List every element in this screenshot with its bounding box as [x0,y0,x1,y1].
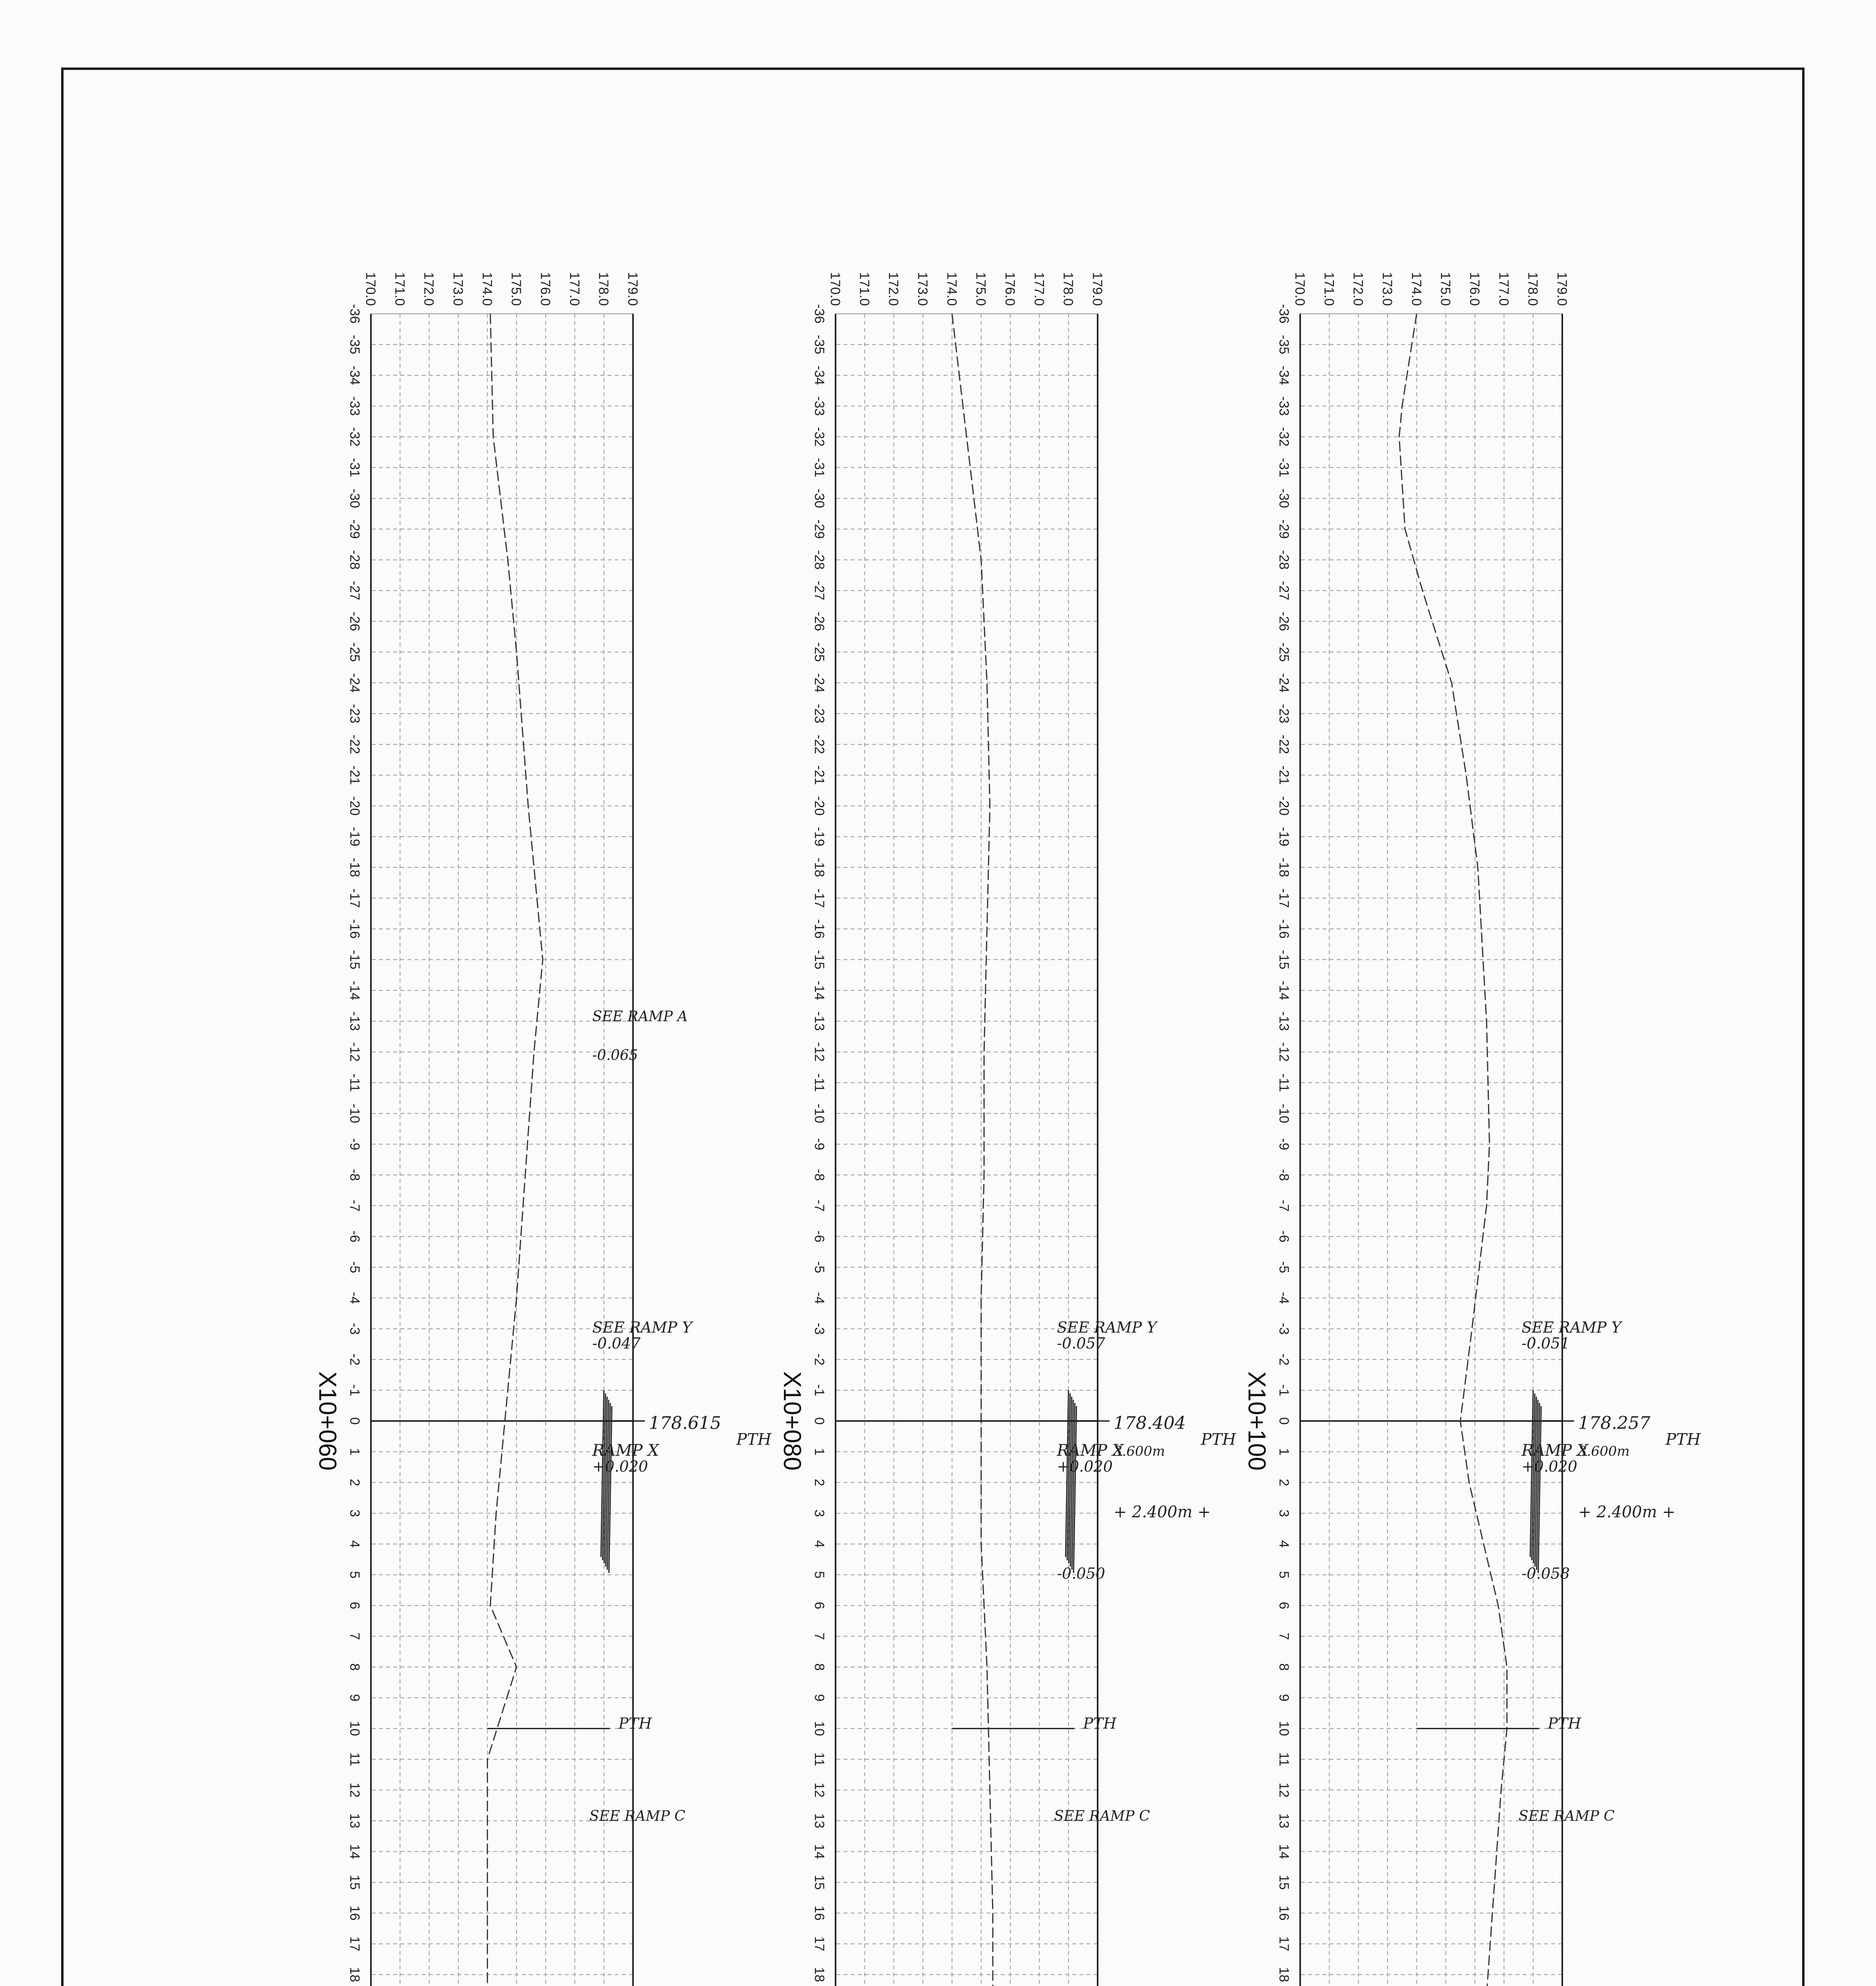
x-tick-label: -13 [812,1011,827,1031]
x-tick-label: 15 [812,1875,827,1890]
x-tick-label: -24 [812,673,827,693]
x-tick-label: 15 [347,1875,362,1890]
x-tick-label: -1 [812,1384,827,1397]
x-tick-label: -18 [812,858,827,877]
x-tick-label: 16 [1276,1905,1291,1921]
x-tick-label: 13 [1276,1813,1291,1829]
x-tick-label: 13 [347,1813,362,1829]
y-tick-label-left: 175.0 [973,272,988,306]
ramp-y-grade: -0.051 [1521,1335,1570,1352]
x-tick-label: -15 [347,950,362,970]
see-ramp-a-note: SEE RAMP A [592,1008,688,1025]
x-tick-label: 5 [1276,1571,1291,1579]
x-tick-label: -36 [1276,304,1291,324]
x-tick-label: -9 [347,1138,362,1150]
x-tick-label: 14 [347,1844,362,1859]
x-tick-label: 9 [1276,1694,1291,1702]
x-tick-label: -2 [812,1353,827,1366]
see-ramp-y-note: SEE RAMP Y [592,1319,692,1337]
x-tick-label: -3 [812,1323,827,1335]
section-label: X10+100 [1243,1371,1270,1471]
x-tick-label: -23 [347,704,362,724]
y-tick-label-left: 170.0 [363,272,378,306]
x-tick-label: -33 [347,396,362,416]
x-tick-label: -7 [812,1200,827,1212]
x-tick-label: -22 [347,734,362,754]
section-label: X10+060 [314,1371,341,1471]
x-tick-label: 6 [812,1602,827,1609]
x-tick-label: -16 [812,919,827,939]
ramp-x-note: RAMP X [592,1441,659,1460]
x-tick-label: 15 [1276,1875,1291,1890]
x-tick-label: -18 [347,858,362,877]
x-tick-label: -30 [347,489,362,508]
x-tick-label: 9 [812,1694,827,1702]
x-tick-label: -12 [347,1042,362,1062]
x-tick-label: 1 [1276,1448,1291,1456]
ramp-x-grade: +0.020 [1057,1457,1113,1475]
x-tick-label: 18 [347,1967,362,1982]
width-2m: + 2.400m + [1578,1503,1675,1521]
y-tick-label-left: 171.0 [392,272,407,306]
x-tick-label: 4 [347,1540,362,1548]
y-tick-label-left: 171.0 [1321,272,1337,306]
x-tick-label: -28 [812,550,827,570]
x-tick-label: 1 [347,1448,362,1456]
x-tick-label: 7 [812,1632,827,1640]
cross-section-1 [778,272,1237,1986]
pth-lower-label: PTH [1083,1714,1117,1732]
y-tick-label-left: 177.0 [567,272,582,306]
y-tick-label-left: 172.0 [1350,272,1366,306]
x-tick-label: -20 [347,796,362,816]
x-tick-label: -21 [347,765,362,785]
x-tick-label: -32 [347,427,362,447]
x-tick-label: 17 [347,1936,362,1951]
x-tick-label: 10 [812,1721,827,1736]
ramp-a-grade: -0.065 [592,1047,638,1064]
x-tick-label: 11 [347,1752,362,1766]
y-tick-label-left: 173.0 [915,272,930,306]
y-tick-label-left: 177.0 [1496,272,1511,306]
x-tick-label: -22 [1276,734,1291,754]
y-tick-label-left: 174.0 [479,272,495,306]
x-tick-label: -28 [347,550,362,570]
x-tick-label: 17 [1276,1936,1291,1951]
ramp-x-note: RAMP X [1521,1441,1588,1460]
x-tick-label: -25 [347,642,362,662]
x-tick-label: 4 [1276,1540,1291,1548]
x-tick-label: 3 [1276,1509,1291,1517]
y-tick-label-left: 176.0 [538,272,553,306]
x-tick-label: 6 [347,1602,362,1609]
x-tick-label: -33 [812,396,827,416]
x-tick-label: -34 [812,365,827,385]
y-tick-label-left: 178.0 [1525,272,1540,306]
x-tick-label: 8 [347,1663,362,1671]
x-tick-label: -6 [812,1230,827,1243]
x-tick-label: -2 [1276,1353,1291,1366]
pth-lower-label: PTH [618,1714,652,1732]
x-tick-label: -27 [1276,581,1291,601]
x-tick-label: -1 [1276,1384,1291,1397]
x-tick-label: -28 [1276,550,1291,570]
x-tick-label: 11 [812,1752,827,1766]
x-tick-label: -17 [812,888,827,908]
x-tick-label: -12 [812,1042,827,1062]
x-tick-label: 14 [812,1844,827,1859]
x-tick-label: 0 [1276,1417,1291,1425]
x-tick-label: -35 [347,334,362,355]
ramp-x-grade: +0.020 [592,1457,648,1475]
y-tick-label-left: 172.0 [421,272,436,306]
x-tick-label: -13 [1276,1011,1291,1031]
x-tick-label: -4 [1276,1292,1291,1304]
x-tick-label: -12 [1276,1042,1291,1062]
x-tick-label: -19 [347,827,362,846]
x-tick-label: -17 [347,888,362,908]
x-tick-label: 16 [812,1905,827,1921]
x-tick-label: -32 [1276,427,1291,447]
x-tick-label: -8 [1276,1169,1291,1181]
x-tick-label: -13 [347,1011,362,1031]
x-tick-label: -29 [1276,519,1291,539]
x-tick-label: -24 [347,673,362,693]
x-tick-label: -23 [1276,704,1291,724]
x-tick-label: 12 [347,1782,362,1798]
x-tick-label: -9 [1276,1138,1291,1150]
x-tick-label: -27 [812,581,827,601]
pth-label: PTH [736,1430,772,1449]
x-tick-label: 5 [812,1571,827,1579]
x-tick-label: -22 [812,734,827,754]
x-tick-label: 16 [347,1905,362,1921]
x-tick-label: 14 [1276,1844,1291,1859]
x-tick-label: -26 [812,611,827,631]
x-tick-label: -1 [347,1384,362,1397]
x-tick-label: -31 [347,458,362,477]
x-tick-label: -21 [1276,765,1291,785]
x-tick-label: 5 [347,1571,362,1579]
x-tick-label: -20 [1276,796,1291,816]
x-tick-label: -31 [812,458,827,477]
y-tick-label-left: 178.0 [1060,272,1076,306]
y-tick-label-left: 171.0 [857,272,872,306]
x-tick-label: -3 [1276,1323,1291,1335]
x-tick-label: 13 [812,1813,827,1829]
x-tick-label: -36 [347,304,362,324]
see-ramp-y-note: SEE RAMP Y [1521,1319,1621,1337]
x-tick-label: -4 [812,1292,827,1304]
ramp-x-grade: +0.020 [1521,1457,1577,1475]
x-tick-label: -29 [347,519,362,539]
x-tick-label: -6 [347,1230,362,1243]
x-tick-label: 18 [1276,1967,1291,1982]
y-tick-label-left: 179.0 [625,272,640,306]
x-tick-label: -26 [1276,611,1291,631]
y-tick-label-left: 179.0 [1554,272,1569,306]
x-tick-label: 7 [1276,1632,1291,1640]
x-tick-label: 6 [1276,1602,1291,1609]
width-3m: 3.600m [1578,1443,1630,1459]
x-tick-label: -21 [812,765,827,785]
x-tick-label: 0 [347,1417,362,1425]
x-tick-label: -8 [347,1169,362,1181]
x-tick-label: -19 [812,827,827,846]
y-tick-label-left: 170.0 [828,272,843,306]
x-tick-label: -14 [1276,980,1291,1001]
x-tick-label: 9 [347,1694,362,1702]
pth-label: PTH [1666,1430,1701,1449]
x-tick-label: -35 [812,334,827,355]
x-tick-label: 2 [347,1478,362,1486]
x-tick-label: -5 [347,1261,362,1273]
ramp-y-grade: -0.047 [592,1335,641,1352]
x-tick-label: -15 [812,950,827,970]
x-tick-label: -3 [347,1323,362,1335]
y-tick-label-left: 176.0 [1002,272,1017,306]
y-tick-label-left: 174.0 [944,272,959,306]
x-tick-label: -30 [812,489,827,508]
x-tick-label: 11 [1276,1752,1291,1766]
x-tick-label: 12 [1276,1782,1291,1798]
minus-grade: -0.050 [1057,1565,1105,1582]
minus-grade: -0.058 [1521,1565,1570,1582]
elevation-label: 178.404 [1114,1413,1186,1433]
pth-label: PTH [1201,1430,1236,1449]
x-tick-label: 1 [812,1448,827,1456]
x-tick-label: 8 [812,1663,827,1671]
x-tick-label: -26 [347,611,362,631]
y-tick-label-left: 175.0 [1438,272,1453,306]
x-tick-label: 3 [347,1509,362,1517]
x-tick-label: -10 [1276,1103,1291,1123]
x-tick-label: -34 [347,365,362,385]
x-tick-label: -11 [347,1073,362,1092]
x-tick-label: -2 [347,1353,362,1366]
x-tick-label: 10 [347,1721,362,1736]
x-tick-label: -7 [347,1200,362,1212]
y-tick-label-left: 174.0 [1409,272,1424,306]
ground-profile-line [487,314,542,1986]
y-tick-label-left: 175.0 [508,272,524,306]
pth-lower-label: PTH [1548,1714,1581,1732]
see-ramp-c-note: SEE RAMP C [1519,1808,1615,1825]
y-tick-label-left: 177.0 [1031,272,1047,306]
x-tick-label: -5 [812,1261,827,1273]
y-tick-label-left: 176.0 [1467,272,1482,306]
x-tick-label: -9 [812,1138,827,1150]
x-tick-label: -17 [1276,888,1291,908]
x-tick-label: -10 [347,1103,362,1123]
cross-section-2 [314,272,772,1986]
x-tick-label: -16 [1276,919,1291,939]
x-tick-label: 3 [812,1509,827,1517]
x-tick-label: -24 [1276,673,1291,693]
x-tick-label: -11 [812,1073,827,1092]
see-ramp-c-note: SEE RAMP C [1054,1808,1150,1825]
x-tick-label: -5 [1276,1261,1291,1273]
x-tick-label: 18 [812,1967,827,1982]
width-3m: 3.600m [1114,1443,1165,1459]
ramp-x-note: RAMP X [1057,1441,1124,1460]
x-tick-label: 8 [1276,1663,1291,1671]
x-tick-label: -20 [812,796,827,816]
x-tick-label: -23 [812,704,827,724]
cross-section-0 [1243,272,1701,1986]
x-tick-label: -14 [347,980,362,1001]
y-tick-label-left: 179.0 [1090,272,1105,306]
y-tick-label-left: 170.0 [1292,272,1307,306]
x-tick-label: -10 [812,1103,827,1123]
x-tick-label: -8 [812,1169,827,1181]
x-tick-label: -27 [347,581,362,601]
x-tick-label: -18 [1276,858,1291,877]
x-tick-label: 7 [347,1632,362,1640]
y-tick-label-left: 173.0 [1380,272,1395,306]
x-tick-label: -14 [812,980,827,1001]
x-tick-label: -15 [1276,950,1291,970]
x-tick-label: 2 [812,1478,827,1486]
x-tick-label: -36 [812,304,827,324]
x-tick-label: -30 [1276,489,1291,508]
x-tick-label: 4 [812,1540,827,1548]
x-tick-label: -33 [1276,396,1291,416]
x-tick-label: 10 [1276,1721,1291,1736]
x-tick-label: -35 [1276,334,1291,355]
y-tick-label-left: 178.0 [596,272,611,306]
x-tick-label: -19 [1276,827,1291,846]
x-tick-label: -6 [1276,1230,1291,1243]
x-tick-label: -31 [1276,458,1291,477]
width-2m: + 2.400m + [1114,1503,1211,1521]
x-tick-label: 17 [812,1936,827,1951]
x-tick-label: 2 [1276,1478,1291,1486]
ramp-y-grade: -0.057 [1057,1335,1105,1352]
section-label: X10+080 [778,1371,806,1471]
x-tick-label: -34 [1276,365,1291,385]
x-tick-label: -7 [1276,1200,1291,1212]
y-tick-label-left: 172.0 [886,272,901,306]
elevation-label: 178.615 [649,1413,721,1433]
x-tick-label: -4 [347,1292,362,1304]
ground-profile-line [1399,314,1507,1986]
x-tick-label: -32 [812,427,827,447]
elevation-label: 178.257 [1578,1413,1650,1433]
x-tick-label: -25 [1276,642,1291,662]
x-tick-label: -25 [812,642,827,662]
see-ramp-y-note: SEE RAMP Y [1057,1319,1157,1337]
see-ramp-c-note: SEE RAMP C [589,1808,685,1825]
x-tick-label: -16 [347,919,362,939]
x-tick-label: 0 [812,1417,827,1425]
y-tick-label-left: 173.0 [450,272,465,306]
x-tick-label: -29 [812,519,827,539]
x-tick-label: -11 [1276,1073,1291,1092]
ground-profile-line [952,314,1007,1986]
x-tick-label: 12 [812,1782,827,1798]
